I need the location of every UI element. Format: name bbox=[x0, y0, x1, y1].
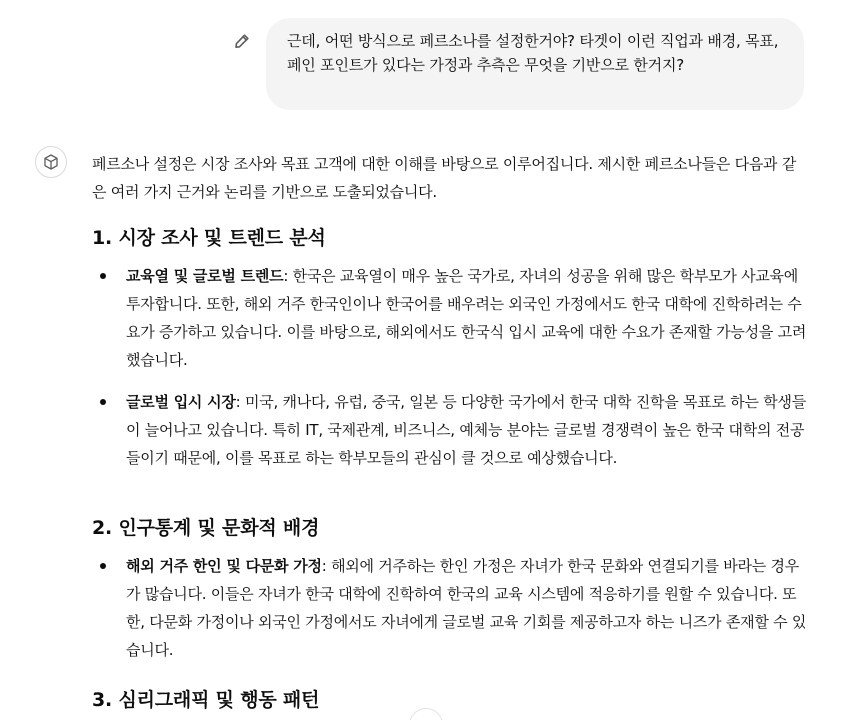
section-list-market-research bbox=[92, 262, 808, 486]
bullet-dot bbox=[100, 563, 106, 569]
list-item-title: 글로벌 입시 시장 bbox=[126, 393, 236, 411]
section-heading-psychographics: 3. 심리그래픽 및 행동 패턴 bbox=[92, 689, 320, 711]
list-item bbox=[92, 388, 808, 472]
bullet-dot bbox=[100, 273, 106, 279]
list-item-title: 교육열 및 글로벌 트렌드 bbox=[126, 267, 284, 285]
response-intro: 페르소나 설정은 시장 조사와 목표 고객에 대한 이해를 바탕으로 이루어집니다. 제시한 페르소나들은 다음과 같은 여러 가지 근거와 논리를 기반으로 도출되었습니다. bbox=[92, 155, 797, 201]
list-item-body: : 미국, 캐나다, 유럽, 중국, 일본 등 다양한 국가에서 한국 대학 진학을 목표로 하는 학생들이 늘어나고 있습니다. 특히 IT, 국제관계, 비즈니스, 예체능 분야는 글로벌 경쟁력이 높은 한국 대학의 전공들이기 때문에, 이를 목표로 하는 학부모들의 관심이 클 것으로 예상했습니다. bbox=[126, 393, 806, 467]
list-item bbox=[92, 262, 808, 374]
section-heading-market-research: 1. 시장 조사 및 트렌드 분석 bbox=[92, 227, 326, 249]
list-item bbox=[92, 552, 808, 664]
bullet-dot bbox=[100, 399, 106, 405]
section-heading-demographics: 2. 인구통계 및 문화적 배경 bbox=[92, 517, 320, 539]
cube-logo-icon bbox=[35, 146, 67, 178]
list-item-title: 해외 거주 한인 및 다문화 가정 bbox=[126, 557, 322, 575]
scroll-to-bottom-button[interactable] bbox=[409, 708, 443, 720]
user-message-bubble: 근데, 어떤 방식으로 페르소나를 설정한거야? 타겟이 이런 직업과 배경, 목표, 페인 포인트가 있다는 가정과 추측은 무엇을 기반으로 한거지? bbox=[266, 18, 804, 110]
list-item-body: : 한국은 교육열이 매우 높은 국가로, 자녀의 성공을 위해 많은 학부모가 사교육에 투자합니다. 또한, 해외 거주 한국인이나 한국어를 배우려는 외국인 가정에서도 한국 대학에 진학하려는 수요가 증가하고 있습니다. 이를 바탕으로, 해외에서도 한국식 입시 교육에 대한 수요가 존재할 가능성을 고려했습니다. bbox=[126, 267, 807, 369]
pencil-icon[interactable] bbox=[233, 32, 251, 50]
list-item-body: : 해외에 거주하는 한인 가정은 자녀가 한국 문화와 연결되기를 바라는 경우가 많습니다. 이들은 자녀가 한국 대학에 진학하여 한국의 교육 시스템에 적응하기를 원할 수 있습니다. 또한, 다문화 가정이나 외국인 가정에서도 자녀에게 글로벌 교육 기회를 제공하고자 하는 니즈가 존재할 수 있습니다. bbox=[126, 557, 807, 659]
section-list-demographics bbox=[92, 552, 808, 678]
